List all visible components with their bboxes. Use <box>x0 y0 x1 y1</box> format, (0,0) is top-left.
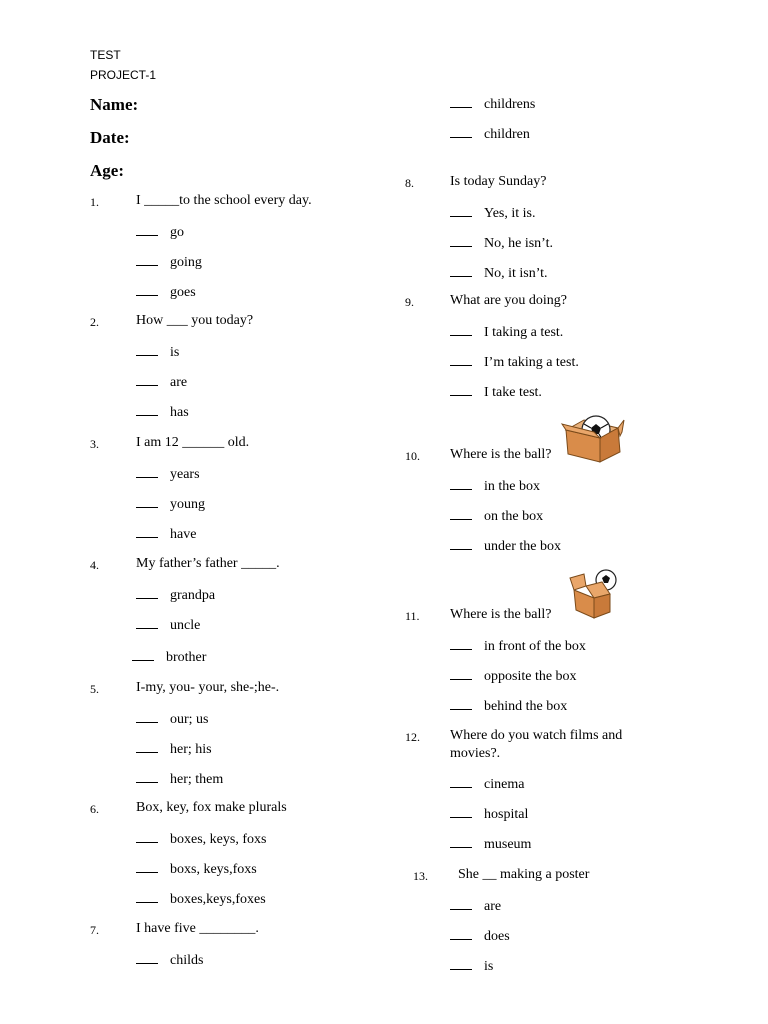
option-3a[interactable]: years <box>136 465 200 483</box>
answer-blank[interactable] <box>450 697 472 710</box>
answer-blank[interactable] <box>136 465 158 478</box>
option-5a[interactable]: our; us <box>136 710 209 728</box>
answer-blank[interactable] <box>136 343 158 356</box>
question-number: 4. <box>90 558 99 572</box>
question-text: Where is the ball? <box>450 447 552 462</box>
question-number: 2. <box>90 315 99 329</box>
option-1c[interactable]: goes <box>136 283 196 301</box>
option-3c[interactable]: have <box>136 525 196 543</box>
answer-blank[interactable] <box>136 710 158 723</box>
answer-blank[interactable] <box>136 495 158 508</box>
question-number: 11. <box>405 609 420 623</box>
question-text: Box, key, fox make plurals <box>136 800 287 815</box>
option-11b[interactable]: opposite the box <box>450 667 577 685</box>
option-6a[interactable]: boxes, keys, foxs <box>136 830 266 848</box>
option-9a[interactable]: I taking a test. <box>450 323 563 341</box>
option-13b[interactable]: does <box>450 927 510 945</box>
answer-blank[interactable] <box>136 525 158 538</box>
option-9b[interactable]: I’m taking a test. <box>450 353 579 371</box>
answer-blank[interactable] <box>450 383 472 396</box>
option-10c[interactable]: under the box <box>450 537 561 555</box>
header-project: PROJECT-1 <box>90 68 157 82</box>
option-1b[interactable]: going <box>136 253 202 271</box>
option-5c[interactable]: her; them <box>136 770 223 788</box>
question-number: 6. <box>90 802 99 816</box>
option-12b[interactable]: hospital <box>450 805 528 823</box>
date-label: Date: <box>90 128 130 147</box>
question-number: 3. <box>90 437 99 451</box>
answer-blank[interactable] <box>450 477 472 490</box>
option-2a[interactable]: is <box>136 343 179 361</box>
question-number: 13. <box>413 869 428 883</box>
option-4a[interactable]: grandpa <box>136 586 215 604</box>
answer-blank[interactable] <box>136 373 158 386</box>
answer-blank[interactable] <box>136 830 158 843</box>
answer-blank[interactable] <box>136 890 158 903</box>
answer-blank[interactable] <box>450 537 472 550</box>
question-text: I-my, you- your, she-;he-. <box>136 680 280 695</box>
option-10a[interactable]: in the box <box>450 477 540 495</box>
answer-blank[interactable] <box>136 860 158 873</box>
option-8c[interactable]: No, it isn’t. <box>450 264 548 282</box>
answer-blank[interactable] <box>136 253 158 266</box>
question-number: 10. <box>405 449 420 463</box>
answer-blank[interactable] <box>450 805 472 818</box>
option-6b[interactable]: boxs, keys,foxs <box>136 860 257 878</box>
option-1a[interactable]: go <box>136 223 184 241</box>
answer-blank[interactable] <box>450 897 472 910</box>
answer-blank[interactable] <box>450 507 472 520</box>
ball-behind-box-icon <box>566 568 620 620</box>
answer-blank[interactable] <box>450 264 472 277</box>
answer-blank[interactable] <box>136 616 158 629</box>
question-text: Where do you watch films and <box>450 728 623 743</box>
question-text: Is today Sunday? <box>450 174 547 189</box>
question-number: 5. <box>90 682 99 696</box>
age-label: Age: <box>90 161 124 180</box>
header-test: TEST <box>90 48 121 62</box>
question-text: I am 12 ______ old. <box>136 435 250 450</box>
option-8b[interactable]: No, he isn’t. <box>450 234 553 252</box>
answer-blank[interactable] <box>450 667 472 680</box>
question-text: How ___ you today? <box>136 313 254 328</box>
answer-blank[interactable] <box>450 957 472 970</box>
option-5b[interactable]: her; his <box>136 740 212 758</box>
option-10b[interactable]: on the box <box>450 507 543 525</box>
name-label: Name: <box>90 95 139 114</box>
answer-blank[interactable] <box>450 125 472 138</box>
option-7c[interactable]: children <box>450 125 530 143</box>
option-4c[interactable]: brother <box>132 648 206 666</box>
option-13c[interactable]: is <box>450 957 493 975</box>
question-number: 12. <box>405 730 420 744</box>
question-text: She __ making a poster <box>458 867 590 882</box>
answer-blank[interactable] <box>136 951 158 964</box>
option-4b[interactable]: uncle <box>136 616 200 634</box>
answer-blank[interactable] <box>136 403 158 416</box>
answer-blank[interactable] <box>450 234 472 247</box>
question-text-continued: movies?. <box>450 746 501 761</box>
option-11c[interactable]: behind the box <box>450 697 567 715</box>
answer-blank[interactable] <box>450 204 472 217</box>
option-6c[interactable]: boxes,keys,foxes <box>136 890 266 908</box>
answer-blank[interactable] <box>450 95 472 108</box>
question-number: 8. <box>405 176 414 190</box>
option-7a[interactable]: childs <box>136 951 203 969</box>
option-8a[interactable]: Yes, it is. <box>450 204 536 222</box>
answer-blank[interactable] <box>450 323 472 336</box>
answer-blank[interactable] <box>450 927 472 940</box>
answer-blank[interactable] <box>450 353 472 366</box>
question-number: 1. <box>90 195 99 209</box>
answer-blank[interactable] <box>136 586 158 599</box>
question-text: I _____to the school every day. <box>136 193 312 208</box>
answer-blank[interactable] <box>450 835 472 848</box>
question-text: What are you doing? <box>450 293 568 308</box>
answer-blank[interactable] <box>450 775 472 788</box>
answer-blank[interactable] <box>136 740 158 753</box>
option-2b[interactable]: are <box>136 373 187 391</box>
question-text: My father’s father _____. <box>136 556 280 571</box>
question-text: I have five ________. <box>136 921 259 936</box>
option-13a[interactable]: are <box>450 897 501 915</box>
answer-blank[interactable] <box>136 770 158 783</box>
option-12a[interactable]: cinema <box>450 775 524 793</box>
option-12c[interactable]: museum <box>450 835 531 853</box>
answer-blank[interactable] <box>136 223 158 236</box>
ball-in-box-icon <box>560 414 626 464</box>
option-2c[interactable]: has <box>136 403 189 421</box>
option-11a[interactable]: in front of the box <box>450 637 586 655</box>
answer-blank[interactable] <box>136 283 158 296</box>
option-3b[interactable]: young <box>136 495 205 513</box>
question-text: Where is the ball? <box>450 607 552 622</box>
option-9c[interactable]: I take test. <box>450 383 542 401</box>
option-7b[interactable]: childrens <box>450 95 535 113</box>
answer-blank[interactable] <box>132 648 154 661</box>
question-number: 7. <box>90 923 99 937</box>
question-number: 9. <box>405 295 414 309</box>
answer-blank[interactable] <box>450 637 472 650</box>
